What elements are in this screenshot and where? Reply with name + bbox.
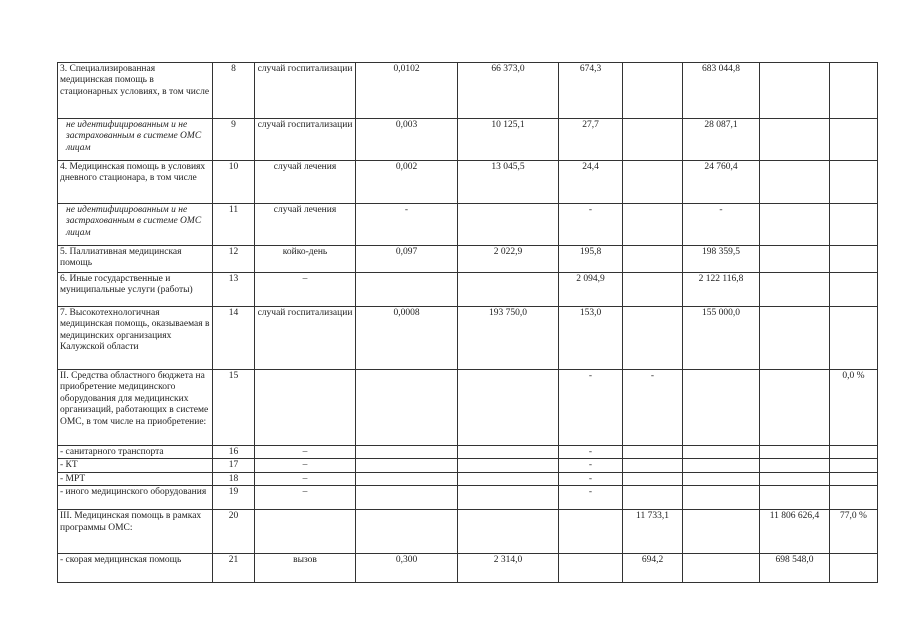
value-cell-c9 [760,459,830,472]
value-cell-c7 [623,486,683,510]
value-cell-c8: 155 000,0 [683,307,760,370]
value-cell-c6: - [559,204,623,246]
value-cell-c6: 674,3 [559,63,623,119]
value-cell-c8 [683,370,760,446]
row-number-cell: 9 [213,119,255,161]
value-cell-c6: - [559,459,623,472]
value-cell-c7 [623,161,683,204]
value-cell-c9 [760,119,830,161]
value-cell-c9: 698 548,0 [760,554,830,583]
value-cell-c5: 2 022,9 [458,246,559,273]
value-cell-c5: 2 314,0 [458,554,559,583]
value-cell-c10 [830,459,878,472]
row-name-cell: - КТ [58,459,213,472]
value-cell-c4 [356,459,458,472]
unit-cell [255,370,356,446]
unit-cell: – [255,459,356,472]
value-cell-c5 [458,486,559,510]
value-cell-c10: 77,0 % [830,510,878,554]
row-number-cell: 8 [213,63,255,119]
value-cell-c9 [760,472,830,485]
table-row [58,486,878,510]
value-cell-c6: 24,4 [559,161,623,204]
row-number-cell: 20 [213,510,255,554]
value-cell-c4: 0,0102 [356,63,458,119]
row-name-cell: - санитарного транспорта [58,446,213,459]
row-name-cell: 6. Иные государственные и муниципальные услуги (работы) [58,273,213,307]
table-row [58,119,878,161]
value-cell-c6 [559,510,623,554]
row-number-cell: 15 [213,370,255,446]
value-cell-c4 [356,510,458,554]
value-cell-c10 [830,446,878,459]
value-cell-c6: - [559,472,623,485]
value-cell-c5: 10 125,1 [458,119,559,161]
row-number-cell: 18 [213,472,255,485]
value-cell-c4: 0,002 [356,161,458,204]
table-row [58,472,878,485]
row-name-cell: 4. Медицинская помощь в условиях дневного стационара, в том числе [58,161,213,204]
value-cell-c10 [830,554,878,583]
value-cell-c9 [760,446,830,459]
unit-cell: – [255,486,356,510]
value-cell-c7 [623,273,683,307]
row-number-cell: 21 [213,554,255,583]
value-cell-c5 [458,510,559,554]
value-cell-c10 [830,161,878,204]
value-cell-c10 [830,486,878,510]
value-cell-c6: 2 094,9 [559,273,623,307]
row-name-cell: 5. Паллиативная медицинская помощь [58,246,213,273]
table-row [58,63,878,119]
row-number-cell: 11 [213,204,255,246]
value-cell-c8 [683,554,760,583]
row-number-cell: 13 [213,273,255,307]
value-cell-c9 [760,246,830,273]
unit-cell: случай госпитализации [255,307,356,370]
value-cell-c9 [760,204,830,246]
value-cell-c9 [760,161,830,204]
row-name-cell: - МРТ [58,472,213,485]
value-cell-c8 [683,459,760,472]
value-cell-c8 [683,446,760,459]
row-number-cell: 14 [213,307,255,370]
unit-cell: случай лечения [255,161,356,204]
value-cell-c8 [683,472,760,485]
value-cell-c5: 193 750,0 [458,307,559,370]
value-cell-c6: - [559,486,623,510]
row-name-cell: не идентифицированным и не застрахованным в системе ОМС лицам [58,204,213,246]
value-cell-c7 [623,246,683,273]
row-number-cell: 16 [213,446,255,459]
financing-table [57,62,878,583]
table-row [58,446,878,459]
table-row [58,554,878,583]
value-cell-c7 [623,446,683,459]
value-cell-c5 [458,204,559,246]
value-cell-c7: 694,2 [623,554,683,583]
value-cell-c4: 0,0008 [356,307,458,370]
row-number-cell: 12 [213,246,255,273]
table-row [58,307,878,370]
table-row [58,273,878,307]
row-name-cell: 3. Специализированная медицинская помощь в стационарных условиях, в том числе [58,63,213,119]
value-cell-c5 [458,273,559,307]
unit-cell: вызов [255,554,356,583]
value-cell-c6: 27,7 [559,119,623,161]
row-name-cell: не идентифицированным и не застрахованным в системе ОМС лицам [58,119,213,161]
value-cell-c8: 2 122 116,8 [683,273,760,307]
unit-cell: – [255,446,356,459]
value-cell-c4: - [356,204,458,246]
value-cell-c8: - [683,204,760,246]
value-cell-c10 [830,63,878,119]
value-cell-c10 [830,472,878,485]
value-cell-c5 [458,446,559,459]
value-cell-c6: - [559,370,623,446]
table-row [58,370,878,446]
value-cell-c6: 153,0 [559,307,623,370]
value-cell-c7 [623,459,683,472]
unit-cell: случай лечения [255,204,356,246]
row-name-cell: 7. Высокотехнологичная медицинская помощь, оказываемая в медицинских организациях Калужской области [58,307,213,370]
value-cell-c7 [623,307,683,370]
unit-cell: – [255,472,356,485]
row-name-cell: II. Средства областного бюджета на приобретение медицинского оборудования для медицинских организаций, работающих в системе ОМС, в том числе на приобретение: [58,370,213,446]
table-row [58,246,878,273]
row-name-cell: III. Медицинская помощь в рамках программы ОМС: [58,510,213,554]
value-cell-c9 [760,273,830,307]
value-cell-c4: 0,097 [356,246,458,273]
value-cell-c5 [458,459,559,472]
unit-cell [255,510,356,554]
value-cell-c7 [623,472,683,485]
value-cell-c4: 0,003 [356,119,458,161]
value-cell-c5 [458,472,559,485]
unit-cell: случай госпитализации [255,119,356,161]
unit-cell: случай госпитализации [255,63,356,119]
value-cell-c9 [760,307,830,370]
value-cell-c10 [830,307,878,370]
value-cell-c9 [760,63,830,119]
value-cell-c4 [356,273,458,307]
row-name-cell: - иного медицинского оборудования [58,486,213,510]
value-cell-c4 [356,446,458,459]
table-row [58,510,878,554]
value-cell-c9: 11 806 626,4 [760,510,830,554]
value-cell-c10 [830,246,878,273]
value-cell-c7 [623,204,683,246]
value-cell-c7 [623,63,683,119]
table-row [58,204,878,246]
value-cell-c5: 13 045,5 [458,161,559,204]
value-cell-c5 [458,370,559,446]
value-cell-c9 [760,486,830,510]
row-number-cell: 17 [213,459,255,472]
row-name-cell: - скорая медицинская помощь [58,554,213,583]
value-cell-c8: 28 087,1 [683,119,760,161]
value-cell-c9 [760,370,830,446]
value-cell-c5: 66 373,0 [458,63,559,119]
value-cell-c10 [830,273,878,307]
table-row [58,161,878,204]
value-cell-c6: - [559,446,623,459]
value-cell-c10: 0,0 % [830,370,878,446]
value-cell-c7: 11 733,1 [623,510,683,554]
value-cell-c4 [356,370,458,446]
value-cell-c8: 683 044,8 [683,63,760,119]
value-cell-c6: 195,8 [559,246,623,273]
value-cell-c6 [559,554,623,583]
value-cell-c7 [623,119,683,161]
value-cell-c4 [356,486,458,510]
unit-cell: койко-день [255,246,356,273]
row-number-cell: 10 [213,161,255,204]
value-cell-c8 [683,486,760,510]
value-cell-c8: 24 760,4 [683,161,760,204]
value-cell-c8 [683,510,760,554]
value-cell-c4 [356,472,458,485]
table-row [58,459,878,472]
value-cell-c8: 198 359,5 [683,246,760,273]
value-cell-c7: - [623,370,683,446]
row-number-cell: 19 [213,486,255,510]
value-cell-c10 [830,119,878,161]
value-cell-c4: 0,300 [356,554,458,583]
unit-cell: – [255,273,356,307]
value-cell-c10 [830,204,878,246]
